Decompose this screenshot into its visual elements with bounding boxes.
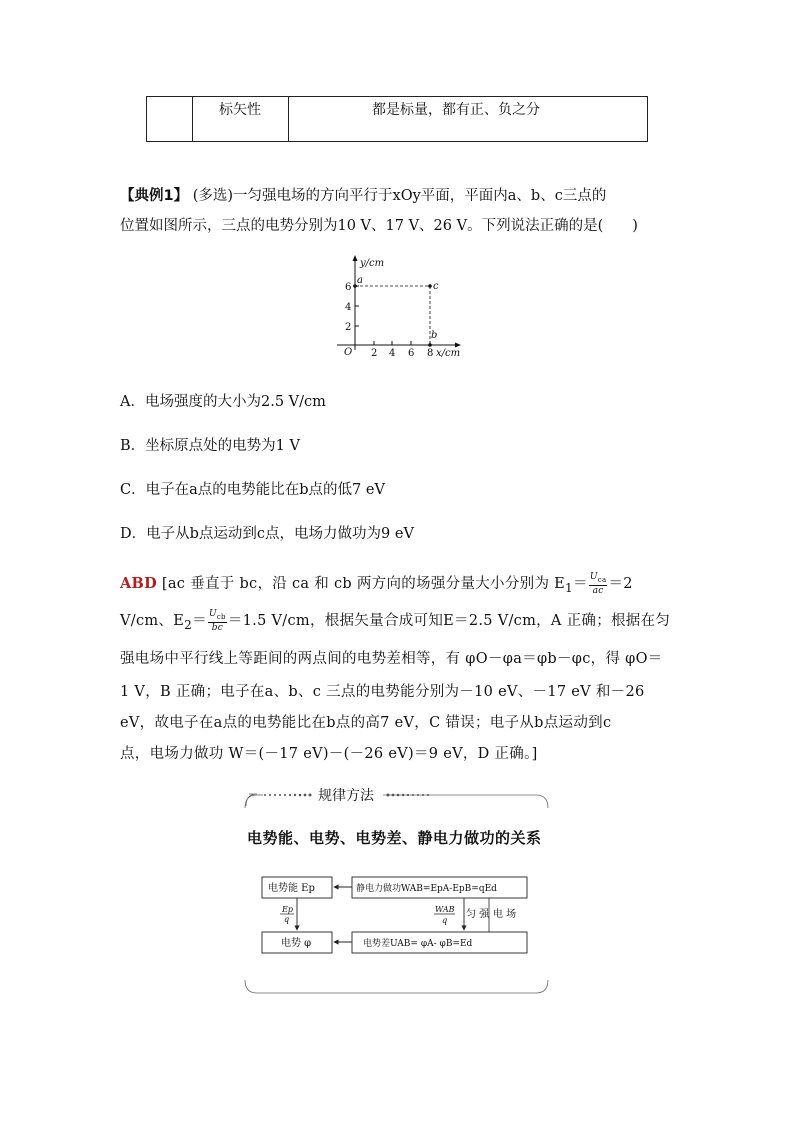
x-tick-label: 6 <box>408 348 415 359</box>
answer-line-2 <box>120 609 670 633</box>
answer-sub: 2 <box>184 617 193 632</box>
answer-text: ＝1.5 V/cm，根据矢量合成可知E＝2.5 V/cm，A 正确；根据在匀 <box>227 613 671 629</box>
frac-ep-num: Ep <box>282 905 293 914</box>
frac-den: ac <box>592 585 604 596</box>
y-tick-label: 4 <box>345 302 352 313</box>
fraction-ucb-bc <box>208 609 227 633</box>
y-ticks <box>355 286 359 326</box>
option-letter: A． <box>120 394 145 410</box>
y-axis-arrow <box>353 255 358 261</box>
frac-den: bc <box>211 622 224 633</box>
example-stem-1: (多选)一匀强电场的方向平行于xOy平面，平面内a、b、c三点的 <box>188 188 607 204</box>
box-ep-text: 电势能 Ep <box>268 883 315 894</box>
origin-label: O <box>344 347 353 358</box>
fraction-uca-ac <box>589 572 608 596</box>
option-text: 电场强度的大小为2.5 V/cm <box>144 394 326 410</box>
frac-w-den: q <box>442 916 448 925</box>
x-axis-label: x/cm <box>436 348 461 359</box>
answer-line-6: 点，电场力做功 W＝(－17 eV)－(－26 eV)＝9 eV，D 正确。] <box>120 746 538 762</box>
frac-num: U <box>589 572 598 583</box>
option-a[interactable] <box>120 390 326 411</box>
answer-key: ABD <box>120 575 157 592</box>
answer-text: V/cm、E <box>120 613 185 629</box>
x-tick-label: 8 <box>427 348 434 359</box>
dotted-ornament-right <box>387 794 430 797</box>
option-text: 坐标原点处的电势为1 V <box>145 438 300 454</box>
table-divider <box>288 97 289 141</box>
frac-num-sub: ca <box>597 575 607 584</box>
point-label-a: a <box>357 275 363 286</box>
property-table <box>146 96 648 142</box>
point-c <box>428 284 432 288</box>
answer-line-4: 1 V，B 正确；电子在a、b、c 三点的电势能分别为－10 eV、－17 eV 和－26 <box>120 684 645 700</box>
option-text: 电子在a点的电势能比在b点的低7 eV <box>145 482 385 498</box>
point-label-b: b <box>431 330 438 341</box>
table-cell-label: 标矢性 <box>219 102 261 118</box>
point-label-c: c <box>433 281 439 292</box>
frac-w-num: WAB <box>435 905 455 914</box>
example-tag: 【典例1】 <box>120 188 189 204</box>
frac-ep-den: q <box>284 915 290 924</box>
answer-line-1 <box>120 572 633 596</box>
answer-line-5: eV，故电子在a点的电势能比在b点的高7 eV，C 错误；电子从b点运动到c <box>120 715 612 731</box>
coordinate-graph <box>330 252 470 362</box>
option-c[interactable] <box>120 478 385 499</box>
label-uniform: 匀 强 <box>466 909 490 920</box>
option-d[interactable] <box>120 522 414 543</box>
option-b[interactable] <box>120 434 300 455</box>
method-header: 规律方法 <box>316 785 376 805</box>
relationship-diagram <box>255 870 535 962</box>
x-ticks <box>374 341 430 345</box>
option-letter: C． <box>120 482 146 498</box>
x-tick-label: 2 <box>371 348 378 359</box>
label-field: 电 场 <box>493 909 517 920</box>
box-w-text: 静电力做功WAB=EpA-EpB=qEd <box>356 884 497 894</box>
box-phi-text: 电势 φ <box>281 938 312 949</box>
option-letter: B． <box>120 438 146 454</box>
y-tick-label: 6 <box>345 282 352 293</box>
example-stem-2: 位置如图所示，三点的电势分别为10 V、17 V、26 V。下列说法正确的是( ) <box>120 218 638 234</box>
x-tick-label: 4 <box>389 348 396 359</box>
answer-sub: 1 <box>565 580 574 595</box>
answer-text: [ac 垂直于 bc，沿 ca 和 cb 两方向的场强分量大小分别为 E <box>161 576 566 592</box>
dotted-ornament-left <box>264 794 312 797</box>
y-axis-label: y/cm <box>360 258 385 269</box>
x-axis-arrow <box>455 343 461 348</box>
box-u-text: 电势差UAB= φA- φB=Ed <box>363 939 473 949</box>
answer-text: ＝ <box>192 613 207 629</box>
answer-text: ＝ <box>573 576 588 592</box>
method-title: 电势能、电势、电势差、静电力做功的关系 <box>247 829 542 847</box>
frac-num: U <box>208 609 217 620</box>
option-text: 电子从b点运动到c点，电场力做功为9 eV <box>146 526 414 542</box>
table-divider <box>192 97 193 141</box>
answer-text: ＝2 <box>608 576 633 592</box>
frac-num-sub: cb <box>216 612 226 621</box>
example-line-1 <box>120 184 606 205</box>
option-letter: D． <box>120 526 147 542</box>
y-tick-label: 2 <box>345 322 352 333</box>
table-cell-value: 都是标量，都有正、负之分 <box>372 102 540 118</box>
point-b <box>428 343 432 347</box>
answer-line-3: 强电场中平行线上等距间的两点间的电势差相等，有 φO－φa＝φb－φc，得 φO＝ <box>120 651 663 667</box>
